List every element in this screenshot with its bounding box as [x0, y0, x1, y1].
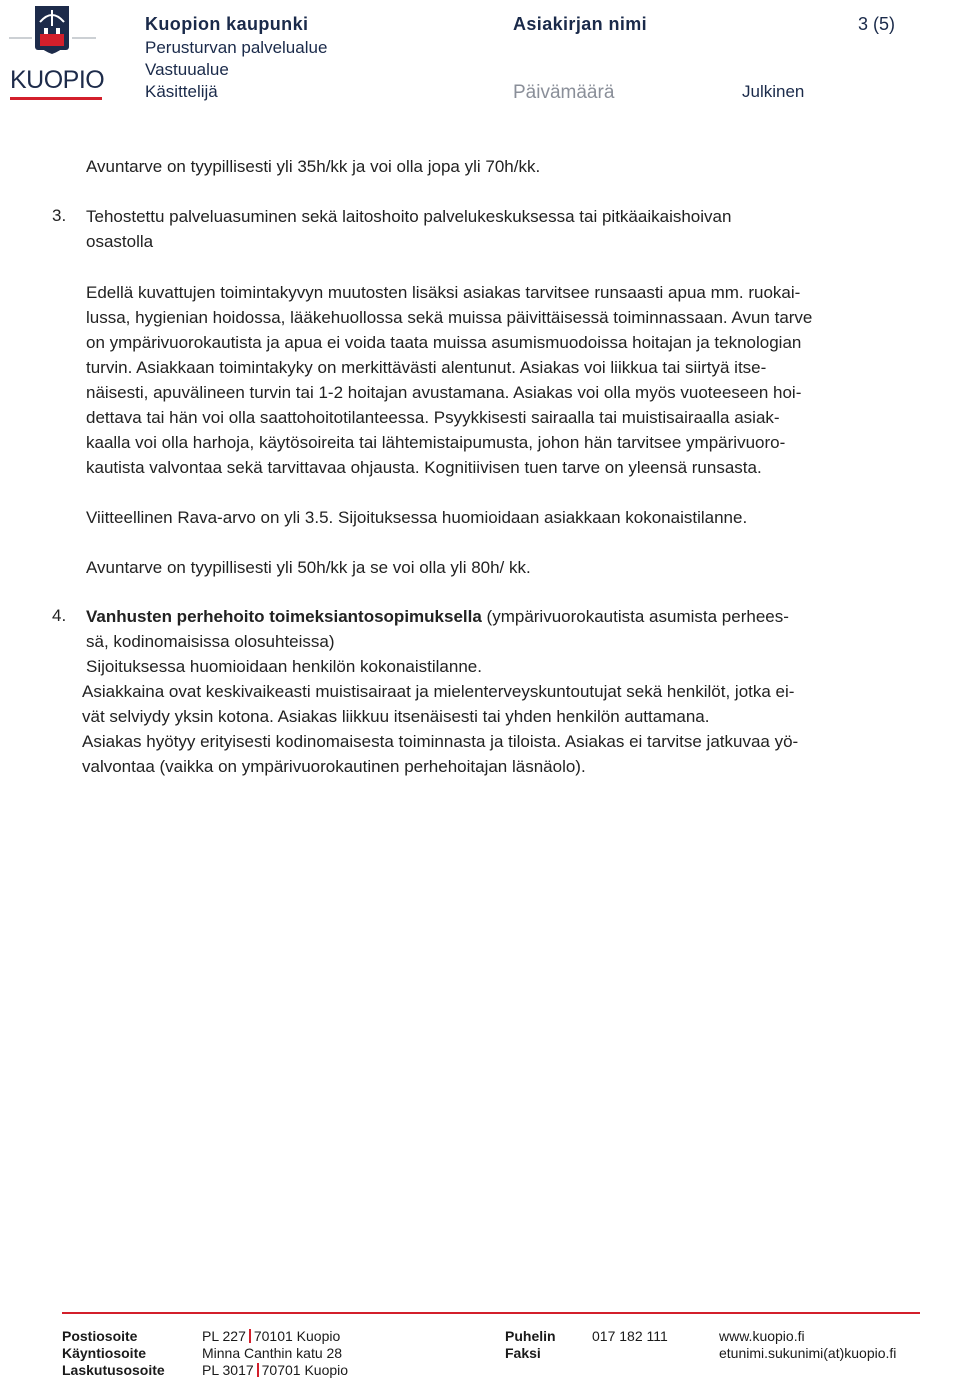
- section3-line: on ympärivuorokautista ja apua ei voida taata muissa asumismuodoissa hoitajan ja teknologian: [86, 333, 802, 352]
- section3-title-line1: Tehostettu palveluasuminen sekä laitoshoito palvelukeskuksessa tai pitkäaikaishoivan: [86, 207, 732, 226]
- section3-rava: Viitteellinen Rava-arvo on yli 3.5. Sijoituksessa huomioidaan asiakkaan kokonaistilanne.: [86, 508, 748, 527]
- section4-line: vät selviydy yksin kotona. Asiakas liikkuu itsenäisesti tai yhden henkilön auttamana.: [82, 707, 710, 726]
- section3-line: Edellä kuvattujen toimintakyvyn muutosten lisäksi asiakas tarvitsee runsaasti apua mm. ruokai-: [86, 283, 801, 302]
- section4-line: Asiakkaina ovat keskivaikeasti muistisairaat ja mielenterveyskuntoutujat sekä henkilöt, jotka ei-: [82, 682, 795, 701]
- section4-title-bold: Vanhusten perhehoito toimeksiantosopimuksella: [86, 607, 482, 626]
- footer-kayntiosoite: Minna Canthin katu 28: [202, 1345, 343, 1361]
- footer-postiosoite-label: Postiosoite: [62, 1328, 138, 1344]
- org-name: Kuopion kaupunki: [145, 14, 309, 34]
- footer-po-box: PL 227: [202, 1328, 246, 1344]
- section3-number: 3.: [52, 206, 67, 225]
- handler: Käsittelijä: [145, 82, 218, 101]
- area-name: Vastuualue: [145, 60, 229, 79]
- date-label: Päivämäärä: [513, 82, 615, 103]
- section4-line: Asiakas hyötyy erityisesti kodinomaisesta toiminnasta ja tiloista. Asiakas ei tarvitse jatkuvaa yö-: [82, 732, 799, 751]
- footer-billing-box: PL 3017: [202, 1362, 254, 1378]
- section4-title-line2: sä, kodinomaisissa olosuhteissa): [86, 632, 335, 651]
- footer-laskutus-label: Laskutusosoite: [62, 1362, 165, 1378]
- section4-line3: Sijoituksessa huomioidaan henkilön kokonaistilanne.: [86, 657, 482, 676]
- footer-website-link[interactable]: www.kuopio.fi: [719, 1328, 805, 1344]
- section4-line: valvontaa (vaikka on ympärivuorokautinen perhehoitajan läsnäolo).: [82, 757, 586, 776]
- section3-line: kaalla voi olla harhoja, käytösoireita tai lähtemistaipumusta, johon hän tarvitsee ympärivuoro-: [86, 433, 786, 452]
- footer-phone: 017 182 111: [592, 1328, 668, 1344]
- footer-billing-city: 70701 Kuopio: [261, 1362, 349, 1378]
- section3-hours: Avuntarve on tyypillisesti yli 50h/kk ja se voi olla yli 80h/ kk.: [86, 558, 531, 577]
- footer-kayntiosoite-label: Käyntiosoite: [62, 1345, 147, 1361]
- section3-title-line2: osastolla: [86, 232, 154, 251]
- section4-title: [86, 604, 954, 679]
- section3-line: lussa, hygienian hoidossa, lääkehuollossa sekä muissa päivittäisessä toiminnassaan. Avun tarve: [86, 308, 813, 327]
- section3-body: [86, 280, 954, 480]
- kuopio-logo: [4, 4, 105, 96]
- logo-wordmark: KUOPIO: [10, 66, 105, 94]
- footer-rule: [62, 1312, 920, 1314]
- section4-body: [82, 679, 950, 779]
- footer-postiosoite: [202, 1328, 340, 1344]
- coat-of-arms-icon: [4, 4, 100, 64]
- section2-hours: Avuntarve on tyypillisesti yli 35h/kk ja voi olla jopa yli 70h/kk.: [86, 157, 541, 176]
- section3-line: turvin. Asiakkaan toimintakyky on merkittävästi alentunut. Asiakas voi liikkua tai siirtyä itse-: [86, 358, 767, 377]
- section3-line: kautista valvontaa sekä tarvittavaa ohjausta. Kognitiivisen tuen tarve on yleensä runsasta.: [86, 458, 762, 477]
- section3-line: näisesti, apuvälineen turvin tai 1-2 hoitajan avustamana. Asiakas voi olla myös vuoteeseen hoi-: [86, 383, 802, 402]
- unit-name: Perusturvan palvelualue: [145, 38, 328, 57]
- page-number: 3 (5): [858, 14, 896, 34]
- section3-title: [86, 204, 954, 254]
- section4-number: 4.: [52, 606, 67, 625]
- section3-line: dettava tai hän voi olla saattohoitotilanteessa. Psyykkisesti sairaalla tai muistisairaalla asiak-: [86, 408, 780, 427]
- section4-title-rest: (ympärivuorokautista asumista perhees-: [481, 607, 789, 626]
- logo-rule: [10, 97, 102, 100]
- document-name: Asiakirjan nimi: [513, 14, 648, 34]
- footer-fax-label: Faksi: [505, 1345, 541, 1361]
- footer-po-city: 70101 Kuopio: [253, 1328, 341, 1344]
- footer-laskutus: [202, 1362, 348, 1378]
- footer-email: etunimi.sukunimi(at)kuopio.fi: [719, 1345, 897, 1361]
- footer-phone-label: Puhelin: [505, 1328, 556, 1344]
- classification: Julkinen: [742, 82, 805, 101]
